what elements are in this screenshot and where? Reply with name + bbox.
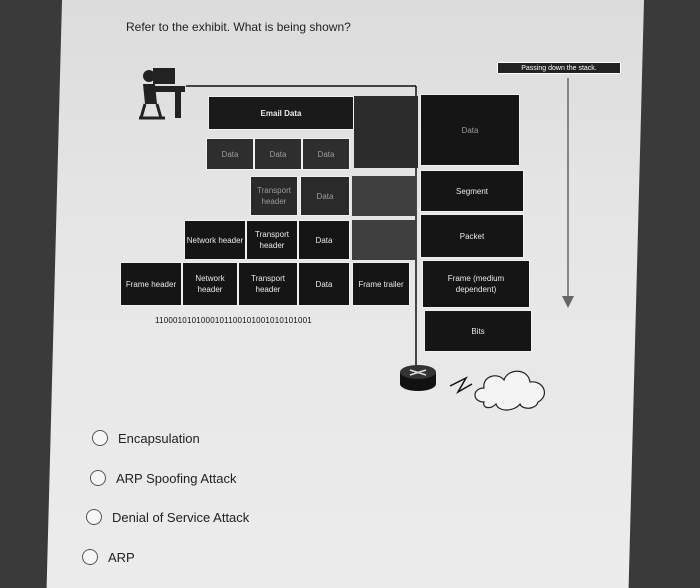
frame-data: Data — [298, 262, 350, 306]
packet-data: Data — [298, 220, 350, 260]
cloud-icon — [470, 362, 554, 414]
data-segment-1: Data — [206, 138, 254, 170]
radio-button[interactable] — [90, 470, 106, 486]
option-label: ARP Spoofing Attack — [116, 470, 237, 486]
frame-header: Frame header — [120, 262, 182, 306]
passing-down-label: Passing down the stack. — [497, 62, 621, 74]
question-text: Refer to the exhibit. What is being shown? — [126, 20, 351, 34]
option-label: Denial of Service Attack — [112, 509, 250, 525]
segment-shade — [352, 176, 416, 216]
router-icon — [398, 362, 438, 392]
option-arp-spoofing[interactable] — [90, 470, 236, 486]
segment-data: Data — [300, 176, 350, 216]
bit-string: 1100010101000101100101001010101001 — [155, 316, 312, 325]
label-frame: Frame (medium dependent) — [422, 260, 530, 308]
packet-network-header: Network header — [184, 220, 246, 260]
data-segment-2: Data — [254, 138, 302, 170]
label-packet: Packet — [420, 214, 524, 258]
option-denial-of-service[interactable] — [86, 509, 249, 525]
packet-shade — [352, 220, 416, 260]
segment-transport-header: Transport header — [250, 176, 298, 216]
email-data-box: Email Data — [208, 96, 354, 130]
option-arp[interactable] — [82, 549, 135, 565]
option-label: ARP — [108, 549, 135, 565]
label-segment: Segment — [420, 170, 524, 212]
radio-button[interactable] — [86, 509, 102, 525]
radio-button[interactable] — [82, 549, 98, 565]
label-data: Data — [420, 94, 520, 166]
option-label: Encapsulation — [118, 430, 200, 446]
frame-network-header: Network header — [182, 262, 238, 306]
label-bits: Bits — [424, 310, 532, 352]
radio-button[interactable] — [92, 430, 108, 446]
option-encapsulation[interactable] — [92, 430, 200, 446]
frame-trailer: Frame trailer — [352, 262, 410, 306]
stack-shade — [354, 96, 418, 168]
frame-transport-header: Transport header — [238, 262, 298, 306]
data-segment-3: Data — [302, 138, 350, 170]
packet-transport-header: Transport header — [246, 220, 298, 260]
